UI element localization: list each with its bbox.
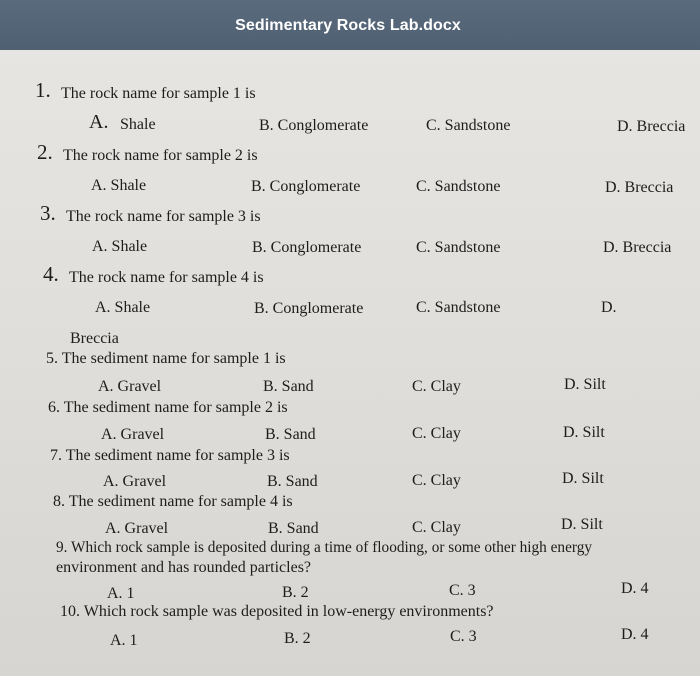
question-10-text: 10. Which rock sample was deposited in low-energy environments? — [60, 603, 494, 620]
question-7-option-a: A. Gravel — [103, 473, 167, 490]
question-5-option-c: C. Clay — [412, 378, 461, 395]
question-10-option-a: A. 1 — [110, 632, 138, 649]
question-1-option-c: C. Sandstone — [426, 117, 511, 134]
question-6-option-c: C. Clay — [412, 425, 461, 442]
question-5-option-d: D. Silt — [564, 376, 606, 393]
question-7-option-b: B. Sand — [267, 473, 318, 490]
question-1-option-a-text: Shale — [120, 116, 156, 133]
question-2-option-b: B. Conglomerate — [251, 178, 361, 195]
question-6-option-a: A. Gravel — [101, 426, 165, 443]
question-3-option-b: B. Conglomerate — [252, 239, 362, 256]
question-5-option-a: A. Gravel — [98, 378, 162, 395]
question-3-option-a: A. Shale — [92, 238, 148, 255]
question-9-text-line-1: 9. Which rock sample is deposited during a time of flooding, or some other high energy — [56, 539, 592, 556]
question-10-option-b: B. 2 — [284, 630, 311, 647]
question-7-option-d: D. Silt — [562, 470, 604, 487]
title-bar — [0, 0, 700, 50]
question-2-text: The rock name for sample 2 is — [63, 147, 258, 164]
question-7-text: 7. The sediment name for sample 3 is — [50, 447, 290, 464]
question-8-option-c: C. Clay — [412, 519, 461, 536]
question-4-option-d-wrap: Breccia — [70, 330, 119, 347]
question-7-option-c: C. Clay — [412, 472, 461, 489]
question-9-option-a: A. 1 — [107, 585, 135, 602]
question-8-text: 8. The sediment name for sample 4 is — [53, 493, 293, 510]
question-10-option-d: D. 4 — [621, 626, 649, 643]
question-8-option-b: B. Sand — [268, 520, 319, 537]
question-10-option-c: C. 3 — [450, 628, 477, 645]
question-4-option-b: B. Conglomerate — [254, 300, 364, 317]
question-2-option-d: D. Breccia — [605, 179, 674, 196]
question-1-option-d: D. Breccia — [617, 118, 686, 135]
question-3-option-d: D. Breccia — [603, 239, 672, 256]
question-1-option-a-letter: A. — [89, 111, 109, 133]
question-9-option-b: B. 2 — [282, 584, 309, 601]
question-6-option-d: D. Silt — [563, 424, 605, 441]
question-3-option-c: C. Sandstone — [416, 239, 501, 256]
question-1-number: 1. — [35, 78, 51, 102]
question-4-text: The rock name for sample 4 is — [69, 269, 264, 286]
question-4-option-d: D. — [601, 299, 617, 316]
question-6-text: 6. The sediment name for sample 2 is — [48, 399, 288, 416]
question-5-option-b: B. Sand — [263, 378, 314, 395]
question-2-number: 2. — [37, 140, 53, 164]
question-6-option-b: B. Sand — [265, 426, 316, 443]
question-8-option-a: A. Gravel — [105, 520, 169, 537]
question-9-text-line-2: environment and has rounded particles? — [56, 559, 312, 576]
question-9-option-c: C. 3 — [449, 582, 476, 599]
question-4-option-a: A. Shale — [95, 299, 151, 316]
question-3-text: The rock name for sample 3 is — [66, 208, 261, 225]
question-4-option-c: C. Sandstone — [416, 299, 501, 316]
question-3-number: 3. — [40, 201, 56, 225]
document-title: Sedimentary Rocks Lab.docx — [235, 17, 461, 34]
question-1-option-b: B. Conglomerate — [259, 117, 369, 134]
question-8-option-d: D. Silt — [561, 516, 603, 533]
question-1-text: The rock name for sample 1 is — [61, 85, 256, 102]
question-2-option-c: C. Sandstone — [416, 178, 501, 195]
question-2-option-a: A. Shale — [91, 177, 147, 194]
question-4-number: 4. — [43, 262, 59, 286]
question-5-text: 5. The sediment name for sample 1 is — [46, 350, 286, 367]
question-9-option-d: D. 4 — [621, 580, 649, 597]
